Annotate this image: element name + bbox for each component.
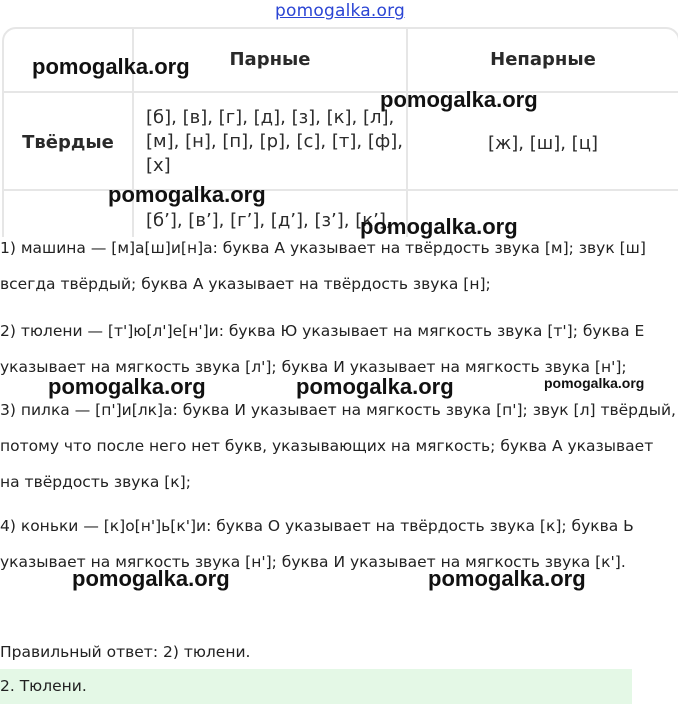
explanation-2: 2) тюлени — [т']ю[л']е[н']и: буква Ю указывает на мягкость звука [т']; буква Е указывает на мягкость звука [л']; буква И указывает на мягкость звука [н'];	[0, 322, 645, 376]
hard-paired-line: [б], [в], [г], [д], [з], [к], [л],	[146, 107, 395, 128]
header-paired: Парные	[229, 49, 311, 70]
row-label-hard: Твёрдые	[22, 132, 114, 153]
watermark-text: pomogalka.org	[296, 374, 454, 399]
table-divider-h1	[4, 91, 678, 93]
soft-paired-cell: [б’], [в’], [г’], [д’], [з’], [к’],	[146, 210, 392, 231]
watermark-top-link[interactable]: pomogalka.org	[275, 1, 405, 21]
watermark-text: pomogalka.org	[48, 374, 206, 399]
watermark-text: pomogalka.org	[360, 214, 518, 239]
explanation-4: 4) коньки — [к]о[н']ь[к']и: буква О указывает на твёрдость звука [к]; буква Ь указывает на мягкость звука [н']; буква И указывает на мягкость звука [к'].	[0, 517, 634, 571]
final-answer-text: 2. Тюлени.	[0, 677, 87, 695]
hard-unpaired-cell: [ж], [ш], [ц]	[488, 133, 598, 154]
correct-answer-text: Правильный ответ: 2) тюлени.	[0, 643, 251, 661]
hard-paired-cell	[146, 106, 404, 178]
explanation-1: 1) машина — [м]а[ш]и[н]а: буква А указывает на твёрдость звука [м]; звук [ш] всегда твёрдый; буква А указывает на твёрдость звука [н];	[0, 239, 646, 293]
final-answer-box	[0, 669, 632, 704]
watermark-text: pomogalka.org	[428, 566, 586, 591]
header-unpaired: Непарные	[490, 49, 596, 70]
explanation-3: 3) пилка — [п']и[лк]а: буква И указывает на мягкость звука [п']; звук [л] твёрдый, потому что после него нет букв, указывающих на мягкость; буква А указывает на твёрдость звука [к];	[0, 401, 676, 491]
hard-paired-line: [х]	[146, 155, 171, 176]
watermark-text: pomogalka.org	[32, 54, 190, 79]
watermark-text: pomogalka.org	[544, 375, 645, 391]
watermark-text: pomogalka.org	[380, 87, 538, 112]
table-divider-h2	[4, 189, 678, 191]
watermark-text: pomogalka.org	[72, 566, 230, 591]
hard-paired-line: [м], [н], [п], [р], [с], [т], [ф],	[146, 131, 404, 152]
watermark-text: pomogalka.org	[108, 182, 266, 207]
